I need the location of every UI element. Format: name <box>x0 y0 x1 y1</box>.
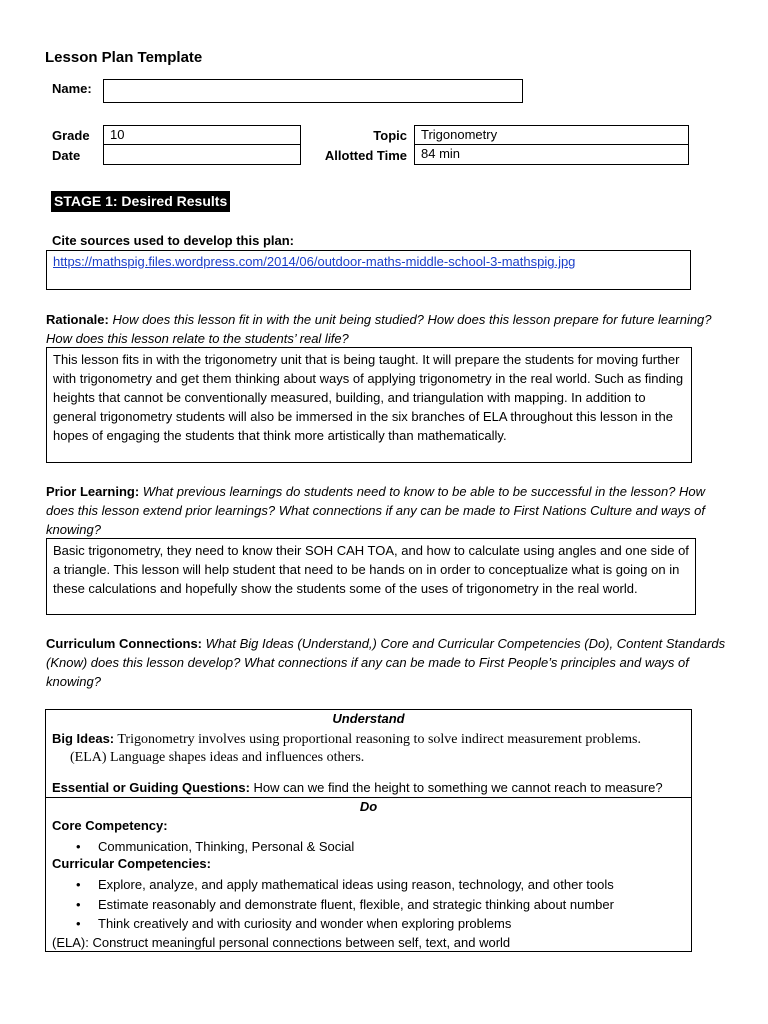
prior-learning-prompt <box>46 482 726 539</box>
page-title: Lesson Plan Template <box>45 49 203 66</box>
allotted-time-label: Allotted Time <box>324 148 407 163</box>
date-field[interactable] <box>103 144 301 165</box>
sources-label: Cite sources used to develop this plan: <box>52 233 294 248</box>
curricular-competency-item: • Think creatively and with curiosity and wonder when exploring problems <box>98 914 685 934</box>
rationale-prompt <box>46 310 726 348</box>
curricular-competencies-label: Curricular Competencies: <box>52 856 211 871</box>
understand-do-table <box>45 709 692 952</box>
prior-learning-answer: Basic trigonometry, they need to know their SOH CAH TOA, and how to calculate using angles and one side of a triangle. This lesson will help student that need to be hands on in order to conceptualize what is going on in these calculations and hopefully show the students some of the uses of trigonometry in the real world. <box>46 538 696 615</box>
prior-learning-label: Prior Learning: <box>46 484 140 499</box>
sources-box <box>46 250 691 290</box>
essential-text: How can we find the height to something we cannot reach to measure? <box>249 780 663 795</box>
date-label: Date <box>52 148 81 163</box>
stage-1-heading: STAGE 1: Desired Results <box>51 191 230 212</box>
big-ideas-label: Big Ideas: <box>52 731 115 746</box>
allotted-time-field[interactable] <box>414 144 689 165</box>
curricular-competency-item: • Estimate reasonably and demonstrate fluent, flexible, and strategic thinking about number <box>98 895 685 915</box>
name-value <box>104 81 110 96</box>
ela-competency: (ELA): Construct meaningful personal connections between self, text, and world <box>52 935 511 950</box>
rationale-question: How does this lesson fit in with the unit being studied? How does this lesson prepare for future learning? How does this lesson relate to the students’ real life? <box>46 312 712 346</box>
curriculum-prompt <box>46 634 726 691</box>
curricular-competencies-list <box>52 875 685 934</box>
core-competency-label: Core Competency: <box>52 818 168 833</box>
table-divider <box>46 797 691 798</box>
do-heading: Do <box>359 799 378 814</box>
essential-label: Essential or Guiding Questions: <box>52 780 250 795</box>
core-competency-list <box>52 837 685 857</box>
understand-heading: Understand <box>332 711 405 726</box>
topic-field[interactable] <box>414 125 689 145</box>
grade-field[interactable] <box>103 125 301 145</box>
curriculum-label: Curriculum Connections: <box>46 636 203 651</box>
big-ideas-text-1: Trigonometry involves using proportional reasoning to solve indirect measurement problems. <box>114 732 641 747</box>
prior-learning-question: What previous learnings do students need to know to be able to be successful in the lesson? How does this lesson extend prior learnings? What connections if any can be made to First Nations Culture and ways of knowing? <box>46 484 706 537</box>
rationale-label: Rationale: <box>46 312 109 327</box>
rationale-answer: This lesson fits in with the trigonometry unit that is being taught. It will prepare the students for moving further with trigonometry and get them thinking about ways of applying trigonometry in the real world. Such as finding heights that cannot be conventionally measured, building, and triangulation with mapping. In addition to general trigonometry students will also be immersed in the six branches of ELA throughout this lesson in the hopes of engaging the students that think more artistically than mathematically. <box>46 347 692 463</box>
allotted-time-value: 84 min <box>421 146 461 161</box>
curricular-competency-item: • Explore, analyze, and apply mathematical ideas using reason, technology, and other tools <box>98 875 685 895</box>
date-value <box>104 146 110 161</box>
big-ideas-text-2: (ELA) Language shapes ideas and influences others. <box>70 750 365 765</box>
topic-label: Topic <box>373 128 407 143</box>
name-field[interactable] <box>103 79 523 103</box>
grade-label: Grade <box>52 128 90 143</box>
core-competency-item: • Communication, Thinking, Personal & Social <box>98 837 685 857</box>
name-label: Name: <box>52 81 92 96</box>
topic-value: Trigonometry <box>421 127 498 142</box>
essential-questions <box>52 778 685 797</box>
grade-value: 10 <box>110 127 125 142</box>
big-ideas <box>52 729 685 749</box>
curriculum-question: What Big Ideas (Understand,) Core and Curricular Competencies (Do), Content Standards (Know) does this lesson develop? What connections if any can be made to First People’s principles and ways of knowing? <box>46 636 726 689</box>
source-link[interactable]: https://mathspig.files.wordpress.com/2014/06/outdoor-maths-middle-school-3-mathspig.jpg <box>53 254 576 269</box>
